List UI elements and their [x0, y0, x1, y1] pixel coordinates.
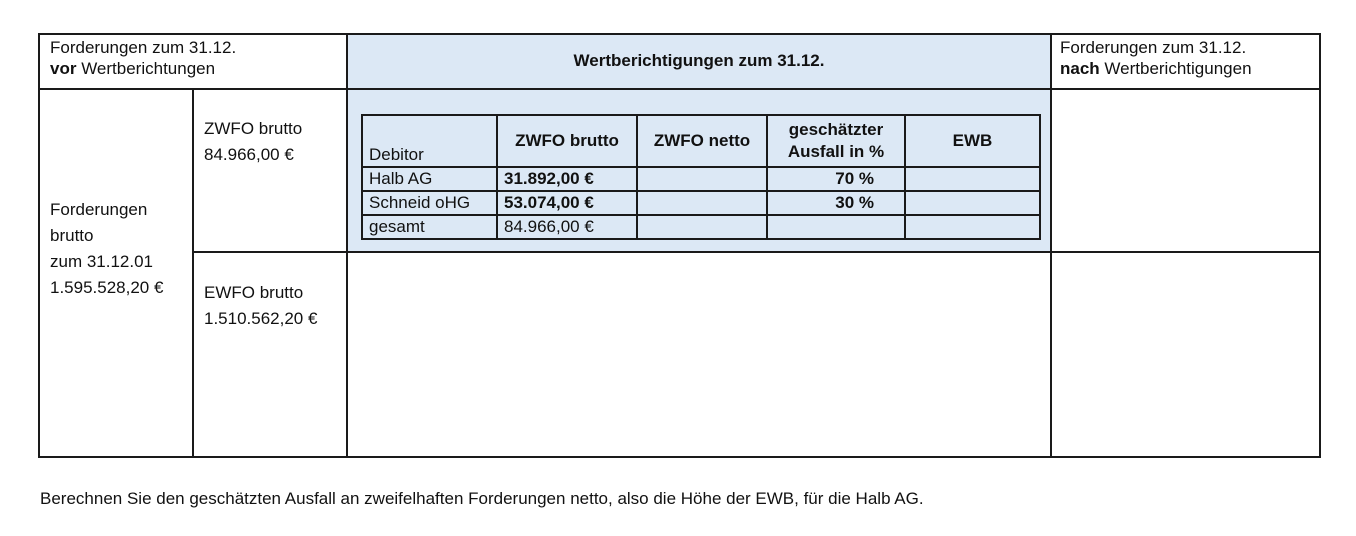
table-row [362, 215, 1040, 239]
left-col-line4: 1.595.528,20 € [50, 278, 164, 297]
cell-ewb[interactable] [905, 167, 1040, 191]
task-instruction: Berechnen Sie den geschätzten Ausfall an zweifelhaften Forderungen netto, also die Höhe der EWB, für die Halb AG. [40, 489, 924, 508]
ewfo-block [204, 280, 317, 332]
header-right [1060, 37, 1252, 79]
cell-ewb[interactable] [905, 215, 1040, 239]
outer-left-border [38, 33, 40, 458]
zwfo-label: ZWFO brutto [204, 119, 303, 138]
th-ausfall [767, 115, 905, 167]
header-center-title: Wertberichtigungen zum 31.12. [573, 51, 825, 70]
outer-bottom-border [38, 456, 1321, 458]
row-divider-middle [192, 251, 1321, 253]
cell-debitor: Halb AG [362, 167, 497, 191]
header-right-bold: nach [1060, 59, 1100, 78]
cell-ausfall: 30 % [767, 191, 905, 215]
ewfo-label: EWFO brutto [204, 283, 304, 302]
header-right-line1: Forderungen zum 31.12. [1060, 38, 1247, 57]
zwfo-block [204, 116, 302, 168]
cell-brutto: 84.966,00 € [497, 215, 637, 239]
header-right-line2 [1060, 58, 1252, 79]
left-col-line2: brutto [50, 226, 94, 245]
cell-ausfall [767, 215, 905, 239]
col-divider-right [1050, 33, 1052, 458]
header-left-rest: Wertberichtungen [76, 59, 216, 78]
col-divider-zwfo [192, 88, 194, 458]
header-right-rest: Wertberichtigungen [1099, 59, 1252, 78]
col-divider-left [346, 33, 348, 458]
table-row [362, 191, 1040, 215]
table-row [362, 167, 1040, 191]
th-zwfo-brutto: ZWFO brutto [497, 115, 637, 167]
header-left-line2 [50, 58, 236, 79]
th-ewb: EWB [905, 115, 1040, 167]
header-separator [38, 88, 1321, 90]
th-zwfo-netto: ZWFO netto [637, 115, 767, 167]
left-col-line1: Forderungen [50, 200, 148, 219]
header-left [50, 37, 236, 79]
cell-debitor: gesamt [362, 215, 497, 239]
cell-brutto: 53.074,00 € [497, 191, 637, 215]
cell-brutto: 31.892,00 € [497, 167, 637, 191]
outer-right-border [1319, 33, 1321, 458]
outer-top-border [38, 33, 1321, 35]
th-ausfall-line2: Ausfall in % [787, 142, 885, 161]
th-ausfall-line1: geschätzter [788, 120, 884, 139]
left-col-text [50, 197, 163, 301]
ewb-table [361, 114, 1041, 240]
header-left-bold: vor [50, 59, 77, 78]
cell-ewb[interactable] [905, 191, 1040, 215]
cell-debitor: Schneid oHG [362, 191, 497, 215]
ewfo-value: 1.510.562,20 € [204, 309, 318, 328]
cell-netto[interactable] [637, 191, 767, 215]
zwfo-value: 84.966,00 € [204, 145, 294, 164]
th-debitor: Debitor [362, 115, 497, 167]
cell-netto[interactable] [637, 215, 767, 239]
header-left-line1: Forderungen zum 31.12. [50, 38, 237, 57]
cell-ausfall: 70 % [767, 167, 905, 191]
cell-netto[interactable] [637, 167, 767, 191]
ewb-table-header-row [362, 115, 1040, 167]
left-col-line3: zum 31.12.01 [50, 252, 154, 271]
